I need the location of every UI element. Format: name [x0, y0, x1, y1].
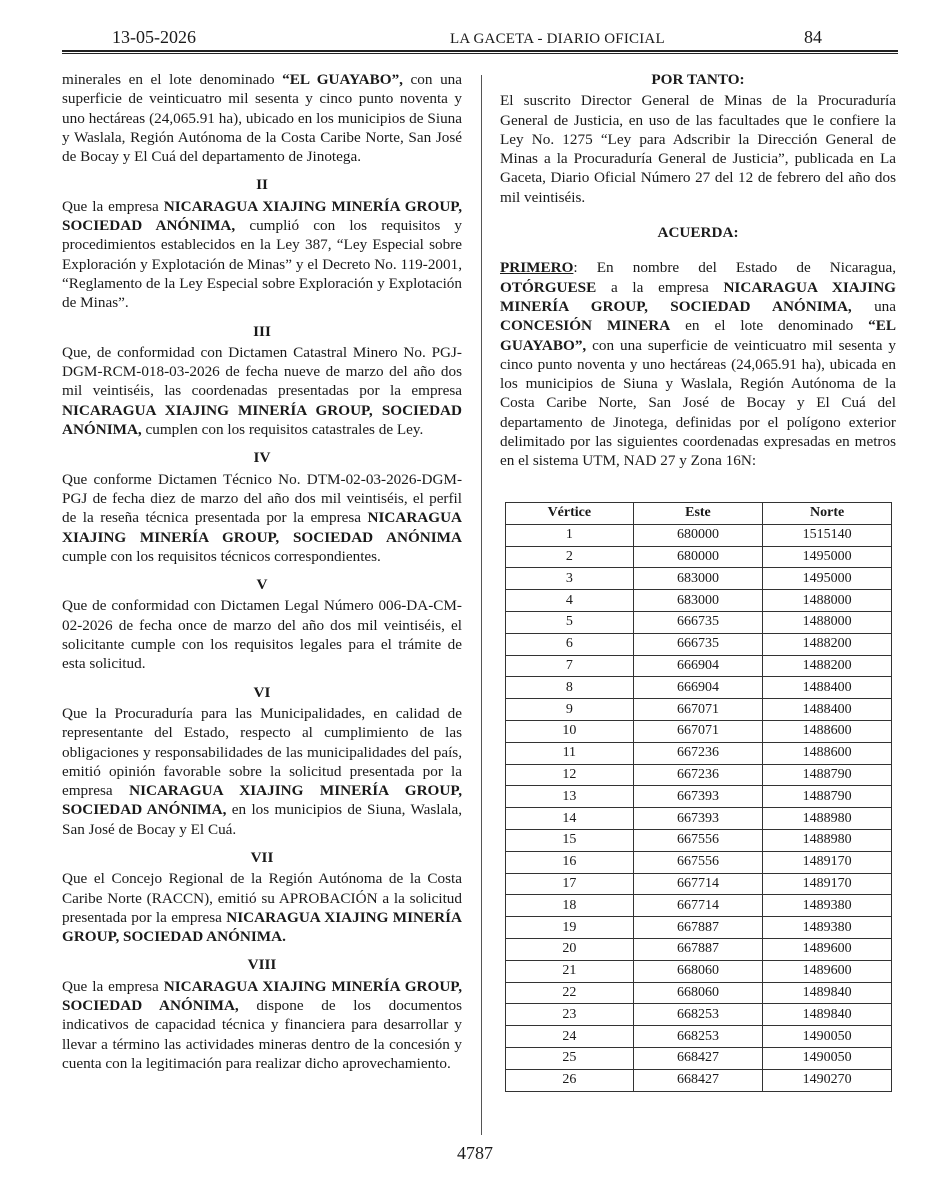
vertex-cell: 23	[506, 1004, 634, 1026]
norte-cell: 1488980	[763, 808, 892, 830]
table-row	[506, 786, 892, 808]
vertex-cell: 2	[506, 546, 634, 568]
vertex-cell: 12	[506, 764, 634, 786]
norte-cell: 1489380	[763, 895, 892, 917]
este-cell: 667071	[633, 699, 763, 721]
norte-cell: 1488200	[763, 655, 892, 677]
este-cell: 666735	[633, 611, 763, 633]
left-column	[62, 70, 462, 1073]
este-cell: 668060	[633, 982, 763, 1004]
page-header	[62, 28, 898, 52]
table-row	[506, 546, 892, 568]
norte-cell: 1490270	[763, 1069, 892, 1091]
este-cell: 667556	[633, 851, 763, 873]
vertex-cell: 26	[506, 1069, 634, 1091]
section-title-iii: III	[253, 322, 271, 340]
section-title-vi: VI	[253, 683, 271, 701]
acuerda-title: ACUERDA:	[657, 224, 739, 242]
norte-cell: 1488600	[763, 742, 892, 764]
primero-label: PRIMERO	[500, 259, 574, 277]
table-row	[506, 829, 892, 851]
section-ii-paragraph: Que la empresa NICARAGUA XIAJING MINERÍA GROUP, SOCIEDAD ANÓNIMA, cumplió con los requisitos y procedimientos establecidos en la Ley 387, “Ley Especial sobre Exploración y Explotación de Minas” y el Decreto No. 119-2001, “Reglamento de la Ley Especial sobre Exploración y Explotación de Minas”.	[62, 197, 462, 312]
table-row	[506, 808, 892, 830]
norte-cell: 1489170	[763, 851, 892, 873]
norte-cell: 1488000	[763, 590, 892, 612]
table-row	[506, 699, 892, 721]
header-page-number: 84	[804, 27, 822, 47]
norte-cell: 1495000	[763, 546, 892, 568]
vertex-cell: 6	[506, 633, 634, 655]
vertex-cell: 5	[506, 611, 634, 633]
norte-cell: 1488600	[763, 720, 892, 742]
norte-cell: 1489840	[763, 982, 892, 1004]
table-row	[506, 1069, 892, 1091]
vertex-cell: 17	[506, 873, 634, 895]
table-row	[506, 960, 892, 982]
vertex-cell: 24	[506, 1026, 634, 1048]
este-cell: 668427	[633, 1069, 763, 1091]
table-row	[506, 611, 892, 633]
este-cell: 667887	[633, 938, 763, 960]
norte-cell: 1488790	[763, 786, 892, 808]
section-title-v: V	[256, 576, 268, 594]
header-date: 13-05-2026	[112, 27, 196, 47]
right-column	[500, 70, 896, 471]
norte-cell: 1489380	[763, 917, 892, 939]
este-cell: 683000	[633, 590, 763, 612]
table-row	[506, 873, 892, 895]
este-cell: 667236	[633, 764, 763, 786]
este-cell: 666735	[633, 633, 763, 655]
norte-cell: 1489600	[763, 960, 892, 982]
table-row	[506, 895, 892, 917]
section-title-ii: II	[256, 176, 268, 194]
table-row	[506, 1004, 892, 1026]
section-iii-paragraph: Que, de conformidad con Dictamen Catastral Minero No. PGJ-DGM-RCM-018-03-2026 de fecha nueve de marzo del año dos mil veintiséis, las coordenadas presentadas por la empresa NICARAGUA XIAJING MINERÍA GROUP, SOCIEDAD ANÓNIMA, cumplen con los requisitos catastrales de Ley.	[62, 343, 462, 439]
table-row	[506, 1047, 892, 1069]
vertex-cell: 10	[506, 720, 634, 742]
primero-paragraph: PRIMERO: En nombre del Estado de Nicaragua, OTÓRGUESE a la empresa NICARAGUA XIAJING MINERÍA GROUP, SOCIEDAD ANÓNIMA, una CONCESIÓN MINERA en el lote denominado “EL GUAYABO”, con una superficie de veinticuatro mil sesenta y cinco punto noventa y uno hectáreas (24,065.91 ha), ubicada en los municipios de Siuna y Waslala, Región Autónoma de la Costa Caribe Norte, San José de Bocay y El Cuá del departamento de Jinotega, definidas por el polígono exterior delimitado por las siguientes coordenadas expresadas en metros en el sistema UTM, NAD 27 y Zona 16N:	[500, 259, 896, 470]
norte-cell: 1488790	[763, 764, 892, 786]
footer-number: 4787	[457, 1143, 493, 1163]
table-header-row	[506, 503, 892, 525]
este-cell: 667556	[633, 829, 763, 851]
norte-cell: 1488000	[763, 611, 892, 633]
este-cell: 667071	[633, 720, 763, 742]
column-divider	[481, 75, 482, 1135]
section-title-iv: IV	[253, 449, 271, 467]
este-cell: 680000	[633, 546, 763, 568]
table-row	[506, 655, 892, 677]
section-iv-paragraph: Que conforme Dictamen Técnico No. DTM-02-03-2026-DGM-PGJ de fecha diez de marzo del año dos mil veintiséis, el perfil de la reseña técnica presentada por la empresa NICARAGUA XIAJING MINERÍA GROUP, SOCIEDAD ANÓNIMA cumple con los requisitos técnicos correspondientes.	[62, 470, 462, 565]
vertex-cell: 19	[506, 917, 634, 939]
table-row	[506, 590, 892, 612]
vertex-cell: 18	[506, 895, 634, 917]
vertex-cell: 1	[506, 524, 634, 546]
header-vertice: Vértice	[506, 503, 634, 525]
este-cell: 666904	[633, 677, 763, 699]
vertex-cell: 14	[506, 808, 634, 830]
este-cell: 666904	[633, 655, 763, 677]
vertex-cell: 15	[506, 829, 634, 851]
por-tanto-title: POR TANTO:	[651, 71, 745, 88]
vertex-cell: 8	[506, 677, 634, 699]
este-cell: 667393	[633, 808, 763, 830]
norte-cell: 1495000	[763, 568, 892, 590]
norte-cell: 1488200	[763, 633, 892, 655]
este-cell: 668253	[633, 1026, 763, 1048]
este-cell: 667393	[633, 786, 763, 808]
este-cell: 668253	[633, 1004, 763, 1026]
este-cell: 668427	[633, 1047, 763, 1069]
table-row	[506, 677, 892, 699]
table-row	[506, 720, 892, 742]
coordinates-table	[505, 502, 892, 1092]
section-vi-paragraph: Que la Procuraduría para las Municipalidades, en calidad de representante del Estado, respecto al cumplimiento de las obligaciones y responsabilidades de las municipalidades del país, emitió opinión favorable sobre la solicitud presentada por la empresa NICARAGUA XIAJING MINERÍA GROUP, SOCIEDAD ANÓNIMA, en los municipios de Siuna, Waslala, San José de Bocay y El Cuá.	[62, 704, 463, 838]
intro-paragraph: minerales en el lote denominado “EL GUAYABO”, con una superficie de veinticuatro mil sesenta y cinco punto noventa y uno hectáreas (24,065.91 ha), ubicado en los municipios de Siuna y Waslala, Región Autónoma de la Costa Caribe Norte, San José de Bocay y El Cuá del departamento de Jinotega.	[62, 71, 463, 166]
vertex-cell: 9	[506, 699, 634, 721]
header-title: LA GACETA - DIARIO OFICIAL	[450, 31, 665, 47]
norte-cell: 1488400	[763, 677, 892, 699]
vertex-cell: 4	[506, 590, 634, 612]
este-cell: 668060	[633, 960, 763, 982]
norte-cell: 1489170	[763, 873, 892, 895]
por-tanto-paragraph: El suscrito Director General de Minas de la Procuraduría General de Justicia, en uso de las facultades que le confiere la Ley No. 1275 “Ley para Adscribir la Dirección General de Minas a la Procuraduría General de Justicia”, publicada en La Gaceta, Diario Oficial Número 27 del 12 de febrero del año dos mil veintiséis.	[500, 92, 896, 206]
vertex-cell: 3	[506, 568, 634, 590]
section-viii-paragraph: Que la empresa NICARAGUA XIAJING MINERÍA GROUP, SOCIEDAD ANÓNIMA, dispone de los documentos indicativos de capacidad técnica y financiera para desarrollar y llevar a término las actividades mineras dentro de la concesión y cuenta con la legitimación para realizar dicho aprovechamiento.	[62, 977, 463, 1072]
este-cell: 667714	[633, 895, 763, 917]
norte-cell: 1515140	[763, 524, 892, 546]
norte-cell: 1490050	[763, 1026, 892, 1048]
section-vii-paragraph: Que el Concejo Regional de la Región Autónoma de la Costa Caribe Norte (RACCN), emitió su APROBACIÓN a la solicitud presentada por la empresa NICARAGUA XIAJING MINERÍA GROUP, SOCIEDAD ANÓNIMA.	[62, 870, 462, 946]
norte-cell: 1488980	[763, 829, 892, 851]
vertex-cell: 7	[506, 655, 634, 677]
vertex-cell: 11	[506, 742, 634, 764]
este-cell: 667236	[633, 742, 763, 764]
section-v-paragraph: Que de conformidad con Dictamen Legal Número 006-DA-CM-02-2026 de fecha once de marzo del año dos mil veintiséis, el solicitante cumple con los requisitos legales para el trámite de esta solicitud.	[62, 597, 462, 673]
section-title-vii: VII	[250, 848, 274, 866]
table-row	[506, 742, 892, 764]
table-row	[506, 917, 892, 939]
vertex-cell: 13	[506, 786, 634, 808]
header-norte: Norte	[763, 503, 892, 525]
norte-cell: 1490050	[763, 1047, 892, 1069]
vertex-cell: 22	[506, 982, 634, 1004]
table-row	[506, 764, 892, 786]
table-row	[506, 633, 892, 655]
table-body	[506, 524, 892, 1091]
norte-cell: 1488400	[763, 699, 892, 721]
vertex-cell: 21	[506, 960, 634, 982]
section-title-viii: VIII	[247, 956, 277, 974]
vertex-cell: 25	[506, 1047, 634, 1069]
header-este: Este	[633, 503, 763, 525]
table-row	[506, 982, 892, 1004]
este-cell: 680000	[633, 524, 763, 546]
table-row	[506, 938, 892, 960]
este-cell: 683000	[633, 568, 763, 590]
table-row	[506, 851, 892, 873]
table-row	[506, 568, 892, 590]
table-row	[506, 524, 892, 546]
header-rule	[62, 53, 898, 54]
vertex-cell: 16	[506, 851, 634, 873]
table-row	[506, 1026, 892, 1048]
vertex-cell: 20	[506, 938, 634, 960]
norte-cell: 1489600	[763, 938, 892, 960]
este-cell: 667887	[633, 917, 763, 939]
este-cell: 667714	[633, 873, 763, 895]
norte-cell: 1489840	[763, 1004, 892, 1026]
